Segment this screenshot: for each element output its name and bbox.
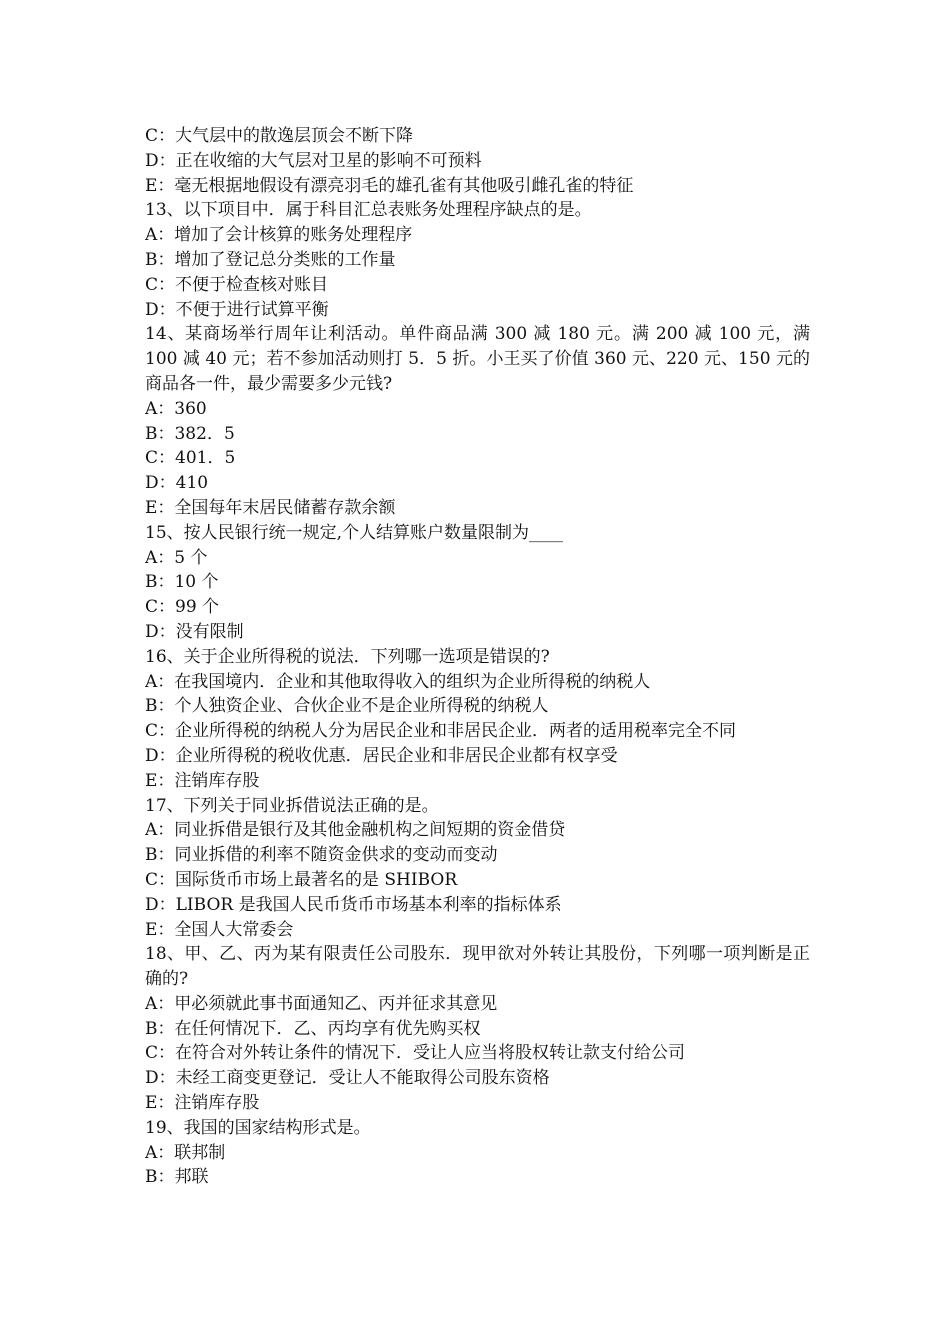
option-line: B：10 个	[145, 572, 219, 593]
option-line: A：联邦制	[145, 1142, 226, 1163]
question-line: 18、甲、乙、丙为某有限责任公司股东．现甲欲对外转让其股份，下列哪一项判断是正确的?	[145, 944, 810, 990]
option-line: C：企业所得税的纳税人分为居民企业和非居民企业．两者的适用税率完全不同	[145, 721, 737, 742]
question-line: 16、关于企业所得税的说法．下列哪一选项是错误的?	[145, 646, 550, 667]
option-line: D：LIBOR 是我国人民币货币市场基本利率的指标体系	[145, 894, 562, 915]
option-line: B：同业拆借的利率不随资金供求的变动而变动	[145, 845, 498, 866]
option-line: D：没有限制	[145, 621, 244, 642]
option-line: D：410	[145, 473, 209, 494]
option-line: D：正在收缩的大气层对卫星的影响不可预料	[145, 150, 482, 171]
option-line: C：在符合对外转让条件的情况下．受让人应当将股权转让款支付给公司	[145, 1043, 686, 1064]
option-line: A：增加了会计核算的账务处理程序	[145, 225, 413, 246]
option-line: C：国际货币市场上最著名的是 SHIBOR	[145, 869, 458, 890]
option-line: A：5 个	[145, 547, 208, 568]
option-line: B：个人独资企业、合伙企业不是企业所得税的纳税人	[145, 696, 549, 717]
option-line: E：全国人大常委会	[145, 919, 294, 940]
option-line: D：不便于进行试算平衡	[145, 299, 329, 320]
question-line: 13、以下项目中．属于科目汇总表账务处理程序缺点的是。	[145, 200, 592, 221]
option-line: E：全国每年末居民储蓄存款余额	[145, 497, 396, 518]
option-line: C：不便于检查核对账目	[145, 274, 329, 295]
option-line: E：毫无根据地假设有漂亮羽毛的雄孔雀有其他吸引雌孔雀的特征	[145, 175, 634, 196]
question-line: 17、下列关于同业拆借说法正确的是。	[145, 795, 439, 816]
option-line: B：增加了登记总分类账的工作量	[145, 249, 396, 270]
option-line: A：360	[145, 398, 207, 419]
question-line: 19、我国的国家结构形式是。	[145, 1117, 371, 1138]
option-line: C：99 个	[145, 597, 220, 618]
option-line: C：大气层中的散逸层顶会不断下降	[145, 126, 414, 146]
question-line: 14、某商场举行周年让利活动。单件商品满 300 减 180 元。满 200 减 100 元，满 100 减 40 元；若不参加活动则打 5．5 折。小王买了价值 360 元、220 元、150 元的商品各一件，最少需要多少元钱?	[145, 324, 810, 394]
option-line: D：未经工商变更登记．受让人不能取得公司股东资格	[145, 1068, 550, 1089]
option-line: A：同业拆借是银行及其他金融机构之间短期的资金借贷	[145, 820, 566, 841]
question-line: 15、按人民银行统一规定,个人结算账户数量限制为____	[145, 522, 564, 543]
option-line: D：企业所得税的税收优惠．居民企业和非居民企业都有权享受	[145, 745, 618, 766]
document-page	[145, 124, 810, 1190]
option-line: C：401．5	[145, 448, 236, 469]
option-line: A：在我国境内．企业和其他取得收入的组织为企业所得税的纳税人	[145, 671, 651, 692]
option-line: B：在任何情况下．乙、丙均享有优先购买权	[145, 1018, 481, 1039]
option-line: A：甲必须就此事书面通知乙、丙并征求其意见	[145, 993, 498, 1014]
option-line: B：382．5	[145, 423, 235, 444]
option-line: B：邦联	[145, 1167, 209, 1188]
option-line: E：注销库存股	[145, 770, 260, 791]
option-line: E：注销库存股	[145, 1093, 260, 1114]
